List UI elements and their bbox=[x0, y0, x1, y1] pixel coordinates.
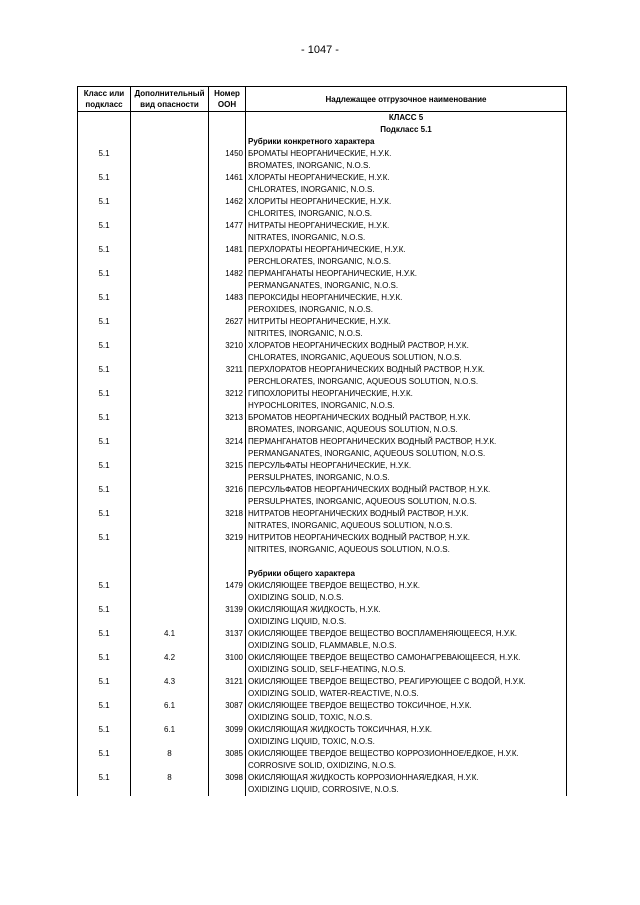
class-cell: 5.1 bbox=[78, 316, 131, 340]
sub-risk-cell bbox=[131, 340, 209, 364]
un-number-cell: 3213 bbox=[209, 412, 246, 436]
table-row bbox=[78, 652, 567, 676]
un-number-cell: 3085 bbox=[209, 748, 246, 772]
name-russian: ГИПОХЛОРИТЫ НЕОРГАНИЧЕСКИЕ, Н.У.К. bbox=[248, 389, 413, 398]
sub-risk-cell: 8 bbox=[131, 772, 209, 796]
table-row bbox=[78, 508, 567, 532]
class-cell: 5.1 bbox=[78, 724, 131, 748]
shipping-name-cell bbox=[246, 580, 567, 604]
sub-risk-cell bbox=[131, 412, 209, 436]
name-russian: ХЛОРАТЫ НЕОРГАНИЧЕСКИЕ, Н.У.К. bbox=[248, 173, 390, 182]
class-heading-row bbox=[78, 112, 567, 137]
class-cell: 5.1 bbox=[78, 292, 131, 316]
un-number-cell: 1462 bbox=[209, 196, 246, 220]
sub-risk-cell: 4.2 bbox=[131, 652, 209, 676]
shipping-name-cell bbox=[246, 364, 567, 388]
un-number-cell: 1479 bbox=[209, 580, 246, 604]
name-english: BROMATES, INORGANIC, AQUEOUS SOLUTION, N.O.S. bbox=[248, 425, 458, 434]
name-english: OXIDIZING LIQUID, CORROSIVE, N.O.S. bbox=[248, 785, 399, 794]
sub-risk-cell bbox=[131, 292, 209, 316]
name-russian: ОКИСЛЯЮЩЕЕ ТВЕРДОЕ ВЕЩЕСТВО, РЕАГИРУЮЩЕЕ С ВОДОЙ, Н.У.К. bbox=[248, 677, 526, 686]
name-english: BROMATES, INORGANIC, N.O.S. bbox=[248, 161, 371, 170]
class-cell: 5.1 bbox=[78, 484, 131, 508]
sub-risk-cell: 4.1 bbox=[131, 628, 209, 652]
un-number-cell: 1477 bbox=[209, 220, 246, 244]
un-number-cell: 1461 bbox=[209, 172, 246, 196]
class-cell: 5.1 bbox=[78, 196, 131, 220]
un-number-cell: 3214 bbox=[209, 436, 246, 460]
class-cell: 5.1 bbox=[78, 580, 131, 604]
un-number-cell: 3098 bbox=[209, 772, 246, 796]
shipping-name-cell bbox=[246, 724, 567, 748]
name-english: OXIDIZING SOLID, N.O.S. bbox=[248, 593, 344, 602]
header-shipping-name: Надлежащее отгрузочное наименование bbox=[246, 87, 567, 112]
name-english: OXIDIZING LIQUID, N.O.S. bbox=[248, 617, 347, 626]
shipping-name-cell bbox=[246, 676, 567, 700]
table-row bbox=[78, 196, 567, 220]
un-number-cell: 3210 bbox=[209, 340, 246, 364]
sub-risk-cell bbox=[131, 220, 209, 244]
sub-risk-cell: 6.1 bbox=[131, 700, 209, 724]
class-cell: 5.1 bbox=[78, 676, 131, 700]
shipping-name-cell bbox=[246, 772, 567, 796]
shipping-name-cell bbox=[246, 628, 567, 652]
name-english: NITRITES, INORGANIC, AQUEOUS SOLUTION, N.O.S. bbox=[248, 545, 450, 554]
name-english: OXIDIZING SOLID, SELF-HEATING, N.O.S. bbox=[248, 665, 406, 674]
sub-risk-cell bbox=[131, 460, 209, 484]
name-english: OXIDIZING SOLID, FLAMMABLE, N.O.S. bbox=[248, 641, 397, 650]
table-row bbox=[78, 364, 567, 388]
table-row bbox=[78, 724, 567, 748]
un-number-cell: 3100 bbox=[209, 652, 246, 676]
name-english: CORROSIVE SOLID, OXIDIZING, N.O.S. bbox=[248, 761, 397, 770]
class-cell: 5.1 bbox=[78, 532, 131, 556]
table-row bbox=[78, 700, 567, 724]
name-english: OXIDIZING LIQUID, TOXIC, N.O.S. bbox=[248, 737, 375, 746]
rubric-general-row bbox=[78, 568, 567, 580]
table-row bbox=[78, 172, 567, 196]
shipping-name-cell bbox=[246, 148, 567, 172]
table-row bbox=[78, 772, 567, 796]
shipping-name-cell bbox=[246, 748, 567, 772]
rubric-specific-heading: Рубрики конкретного характера bbox=[246, 136, 567, 148]
shipping-name-cell bbox=[246, 196, 567, 220]
sub-risk-cell bbox=[131, 148, 209, 172]
shipping-name-cell bbox=[246, 484, 567, 508]
name-english: PERCHLORATES, INORGANIC, AQUEOUS SOLUTION, N.O.S. bbox=[248, 377, 479, 386]
sub-risk-cell: 4.3 bbox=[131, 676, 209, 700]
un-number-cell: 2627 bbox=[209, 316, 246, 340]
name-russian: ОКИСЛЯЮЩАЯ ЖИДКОСТЬ КОРРОЗИОННАЯ/ЕДКАЯ, Н.У.К. bbox=[248, 773, 479, 782]
name-russian: ПЕРХЛОРАТЫ НЕОРГАНИЧЕСКИЕ, Н.У.К. bbox=[248, 245, 406, 254]
shipping-name-cell bbox=[246, 340, 567, 364]
shipping-name-cell bbox=[246, 172, 567, 196]
class-cell: 5.1 bbox=[78, 148, 131, 172]
shipping-name-cell bbox=[246, 244, 567, 268]
un-number-cell: 3219 bbox=[209, 532, 246, 556]
class-cell: 5.1 bbox=[78, 172, 131, 196]
un-number-cell: 3121 bbox=[209, 676, 246, 700]
sub-risk-cell bbox=[131, 580, 209, 604]
name-russian: НИТРИТОВ НЕОРГАНИЧЕСКИХ ВОДНЫЙ РАСТВОР, Н.У.К. bbox=[248, 533, 470, 542]
name-english: PEROXIDES, INORGANIC, N.O.S. bbox=[248, 305, 373, 314]
un-number-cell: 1483 bbox=[209, 292, 246, 316]
table-row bbox=[78, 316, 567, 340]
un-number-cell: 3139 bbox=[209, 604, 246, 628]
un-number-cell: 1481 bbox=[209, 244, 246, 268]
name-russian: ПЕРМАНГАНАТЫ НЕОРГАНИЧЕСКИЕ, Н.У.К. bbox=[248, 269, 418, 278]
class-cell: 5.1 bbox=[78, 268, 131, 292]
section-spacer bbox=[78, 556, 567, 568]
name-english: OXIDIZING SOLID, TOXIC, N.O.S. bbox=[248, 713, 373, 722]
table-row bbox=[78, 604, 567, 628]
table-row bbox=[78, 532, 567, 556]
sub-risk-cell bbox=[131, 484, 209, 508]
name-english: CHLORATES, INORGANIC, AQUEOUS SOLUTION, N.O.S. bbox=[248, 353, 462, 362]
name-english: PERSULPHATES, INORGANIC, N.O.S. bbox=[248, 473, 390, 482]
sub-risk-cell bbox=[131, 436, 209, 460]
shipping-name-cell bbox=[246, 220, 567, 244]
table-row bbox=[78, 148, 567, 172]
table-row bbox=[78, 748, 567, 772]
un-number-cell: 3211 bbox=[209, 364, 246, 388]
name-english: NITRATES, INORGANIC, AQUEOUS SOLUTION, N.O.S. bbox=[248, 521, 453, 530]
class-cell: 5.1 bbox=[78, 340, 131, 364]
shipping-name-cell bbox=[246, 700, 567, 724]
name-english: PERCHLORATES, INORGANIC, N.O.S. bbox=[248, 257, 391, 266]
shipping-name-cell bbox=[246, 412, 567, 436]
class-cell: 5.1 bbox=[78, 748, 131, 772]
name-russian: ОКИСЛЯЮЩАЯ ЖИДКОСТЬ ТОКСИЧНАЯ, Н.У.К. bbox=[248, 725, 432, 734]
name-english: PERSULPHATES, INORGANIC, AQUEOUS SOLUTION, N.O.S. bbox=[248, 497, 477, 506]
class-cell: 5.1 bbox=[78, 604, 131, 628]
class-cell: 5.1 bbox=[78, 364, 131, 388]
name-russian: ПЕРСУЛЬФАТЫ НЕОРГАНИЧЕСКИЕ, Н.У.К. bbox=[248, 461, 412, 470]
table-row bbox=[78, 460, 567, 484]
name-russian: ПЕРМАНГАНАТОВ НЕОРГАНИЧЕСКИХ ВОДНЫЙ РАСТВОР, Н.У.К. bbox=[248, 437, 497, 446]
sub-risk-cell bbox=[131, 268, 209, 292]
sub-risk-cell bbox=[131, 604, 209, 628]
class-cell: 5.1 bbox=[78, 508, 131, 532]
header-un-number: Номер ООН bbox=[209, 87, 246, 112]
name-english: PERMANGANATES, INORGANIC, AQUEOUS SOLUTION, N.O.S. bbox=[248, 449, 486, 458]
sub-risk-cell bbox=[131, 196, 209, 220]
name-russian: ОКИСЛЯЮЩЕЕ ТВЕРДОЕ ВЕЩЕСТВО, Н.У.К. bbox=[248, 581, 420, 590]
shipping-name-cell bbox=[246, 460, 567, 484]
rubric-general-heading: Рубрики общего характера bbox=[246, 568, 567, 580]
class-cell: 5.1 bbox=[78, 772, 131, 796]
shipping-name-cell bbox=[246, 388, 567, 412]
class-cell: 5.1 bbox=[78, 412, 131, 436]
shipping-name-cell bbox=[246, 268, 567, 292]
sub-risk-cell bbox=[131, 508, 209, 532]
table-row bbox=[78, 220, 567, 244]
name-russian: НИТРАТЫ НЕОРГАНИЧЕСКИЕ, Н.У.К. bbox=[248, 221, 390, 230]
sub-risk-cell bbox=[131, 316, 209, 340]
sub-risk-cell bbox=[131, 532, 209, 556]
name-english: CHLORATES, INORGANIC, N.O.S. bbox=[248, 185, 375, 194]
shipping-name-cell bbox=[246, 436, 567, 460]
dangerous-goods-table bbox=[77, 86, 567, 796]
sub-risk-cell bbox=[131, 388, 209, 412]
name-russian: ОКИСЛЯЮЩЕЕ ТВЕРДОЕ ВЕЩЕСТВО САМОНАГРЕВАЮЩЕЕСЯ, Н.У.К. bbox=[248, 653, 521, 662]
name-russian: ОКИСЛЯЮЩЕЕ ТВЕРДОЕ ВЕЩЕСТВО ТОКСИЧНОЕ, Н.У.К. bbox=[248, 701, 472, 710]
name-russian: ОКИСЛЯЮЩЕЕ ТВЕРДОЕ ВЕЩЕСТВО ВОСПЛАМЕНЯЮЩЕЕСЯ, Н.У.К. bbox=[248, 629, 517, 638]
name-russian: ОКИСЛЯЮЩАЯ ЖИДКОСТЬ, Н.У.К. bbox=[248, 605, 381, 614]
name-russian: БРОМАТОВ НЕОРГАНИЧЕСКИХ ВОДНЫЙ РАСТВОР, Н.У.К. bbox=[248, 413, 471, 422]
header-sub-risk: Дополнительный вид опасности bbox=[131, 87, 209, 112]
name-english: NITRATES, INORGANIC, N.O.S. bbox=[248, 233, 366, 242]
shipping-name-cell bbox=[246, 652, 567, 676]
class-cell: 5.1 bbox=[78, 652, 131, 676]
name-english: PERMANGANATES, INORGANIC, N.O.S. bbox=[248, 281, 399, 290]
table-row bbox=[78, 268, 567, 292]
shipping-name-cell bbox=[246, 532, 567, 556]
un-number-cell: 3099 bbox=[209, 724, 246, 748]
name-russian: БРОМАТЫ НЕОРГАНИЧЕСКИЕ, Н.У.К. bbox=[248, 149, 392, 158]
table-row bbox=[78, 340, 567, 364]
name-russian: НИТРИТЫ НЕОРГАНИЧЕСКИЕ, Н.У.К. bbox=[248, 317, 391, 326]
table-header-row bbox=[78, 87, 567, 112]
class-cell: 5.1 bbox=[78, 700, 131, 724]
sub-risk-cell: 8 bbox=[131, 748, 209, 772]
shipping-name-cell bbox=[246, 604, 567, 628]
class-cell: 5.1 bbox=[78, 388, 131, 412]
class-title: КЛАСС 5 bbox=[388, 113, 424, 122]
sub-risk-cell bbox=[131, 244, 209, 268]
class-cell: 5.1 bbox=[78, 436, 131, 460]
class-cell: 5.1 bbox=[78, 244, 131, 268]
shipping-name-cell bbox=[246, 508, 567, 532]
un-number-cell: 1450 bbox=[209, 148, 246, 172]
table-row bbox=[78, 580, 567, 604]
table-row bbox=[78, 628, 567, 652]
un-number-cell: 3216 bbox=[209, 484, 246, 508]
rubric-specific-row bbox=[78, 136, 567, 148]
name-english: HYPOCHLORITES, INORGANIC, N.O.S. bbox=[248, 401, 395, 410]
class-cell: 5.1 bbox=[78, 220, 131, 244]
table-row bbox=[78, 436, 567, 460]
subclass-title: Подкласс 5.1 bbox=[380, 125, 432, 134]
name-russian: ХЛОРАТОВ НЕОРГАНИЧЕСКИХ ВОДНЫЙ РАСТВОР, Н.У.К. bbox=[248, 341, 469, 350]
class-cell: 5.1 bbox=[78, 460, 131, 484]
class-cell: 5.1 bbox=[78, 628, 131, 652]
shipping-name-cell bbox=[246, 292, 567, 316]
table-row bbox=[78, 676, 567, 700]
sub-risk-cell bbox=[131, 172, 209, 196]
shipping-name-cell bbox=[246, 316, 567, 340]
sub-risk-cell bbox=[131, 364, 209, 388]
name-russian: НИТРАТОВ НЕОРГАНИЧЕСКИХ ВОДНЫЙ РАСТВОР, Н.У.К. bbox=[248, 509, 469, 518]
table-row bbox=[78, 244, 567, 268]
un-number-cell: 3215 bbox=[209, 460, 246, 484]
name-english: NITRITES, INORGANIC, N.O.S. bbox=[248, 329, 363, 338]
un-number-cell: 1482 bbox=[209, 268, 246, 292]
table-row bbox=[78, 412, 567, 436]
table-row bbox=[78, 388, 567, 412]
un-number-cell: 3087 bbox=[209, 700, 246, 724]
sub-risk-cell: 6.1 bbox=[131, 724, 209, 748]
name-english: OXIDIZING SOLID, WATER-REACTIVE, N.O.S. bbox=[248, 689, 419, 698]
name-russian: ХЛОРИТЫ НЕОРГАНИЧЕСКИЕ, Н.У.К. bbox=[248, 197, 392, 206]
name-russian: ПЕРХЛОРАТОВ НЕОРГАНИЧЕСКИХ ВОДНЫЙ РАСТВОР, Н.У.К. bbox=[248, 365, 485, 374]
header-class: Класс или подкласс bbox=[78, 87, 131, 112]
un-number-cell: 3212 bbox=[209, 388, 246, 412]
table-row bbox=[78, 484, 567, 508]
name-russian: ОКИСЛЯЮЩЕЕ ТВЕРДОЕ ВЕЩЕСТВО КОРРОЗИОННОЕ/ЕДКОЕ, Н.У.К. bbox=[248, 749, 519, 758]
name-russian: ПЕРОКСИДЫ НЕОРГАНИЧЕСКИЕ, Н.У.К. bbox=[248, 293, 403, 302]
page-number: - 1047 - bbox=[301, 44, 339, 56]
un-number-cell: 3218 bbox=[209, 508, 246, 532]
un-number-cell: 3137 bbox=[209, 628, 246, 652]
table-row bbox=[78, 292, 567, 316]
name-english: CHLORITES, INORGANIC, N.O.S. bbox=[248, 209, 373, 218]
name-russian: ПЕРСУЛЬФАТОВ НЕОРГАНИЧЕСКИХ ВОДНЫЙ РАСТВОР, Н.У.К. bbox=[248, 485, 491, 494]
